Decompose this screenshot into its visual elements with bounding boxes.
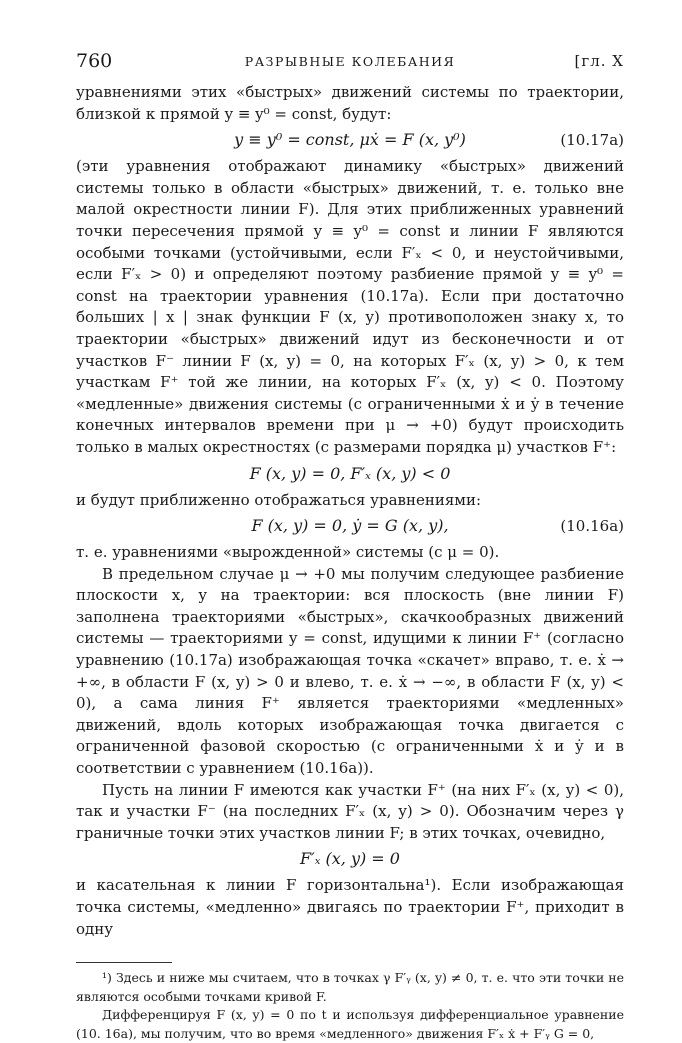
equation-f-plus-condition (76, 463, 624, 485)
paragraph-4: т. е. уравнениями «вырожденной» системы (с μ = 0). (76, 543, 500, 562)
footnote-1-continuation: Дифференцируя F (x, y) = 0 по t и используя дифференциальное уравнение (10. 16а), мы получим, что во время «медленного» движения F′ₓ ẋ + F′ᵧ G = 0, (76, 1007, 624, 1041)
equation-10-17a (76, 129, 624, 151)
paragraph-6: Пусть на линии F имеются как участки F⁺ (на них F′ₓ (x, y) < 0), так и участки F⁻ (на последних F′ₓ (x, y) > 0). Обозначим через γ граничные точки этих участков линии F; в этих точках, очевидно, (76, 780, 624, 842)
paragraph-2: (эти уравнения отображают динамику «быстрых» движений системы только в области «быстрых» движений, т. е. только вне малой окрестности линии F). Для этих приближенных уравнений точки пересечения прямой y ≡ y⁰ = const и линии F являются особыми точками (устойчивыми, если F′ₓ < 0, и неустойчивыми, если F′ₓ > 0) и определяют поэтому разбиение прямой y ≡ y⁰ = const на траектории уравнения (10.17а). Если при достаточно больших | x | знак функции F (x, y) противоположен знаку x, то траектории «быстрых» движений идут из бесконечности и от участков F⁻ линии F (x, y) = 0, на которых F′ₓ (x, y) > 0, к тем участкам F⁺ той же линии, на которых F′ₓ (x, y) < 0. Поэтому «медленные» движения системы (с ограниченными ẋ и ẏ в течение конечных интервалов времени при μ → +0) будут происходить только в малых окрестностях (с размерами порядка μ) участков F⁺: (76, 157, 624, 456)
paragraph-3: и будут приближенно отображаться уравнениями: (76, 490, 482, 509)
footnote-1: ¹) Здесь и ниже мы считаем, что в точках γ F′ᵧ (x, y) ≠ 0, т. е. что эти точки не являются особыми точками кривой F. (76, 970, 624, 1004)
chapter-label: [гл. X (574, 52, 624, 70)
page-header (76, 50, 624, 74)
equation-10-16a-tag: (10.16а) (560, 517, 624, 536)
equation-10-16a (76, 515, 624, 537)
footnote-divider (76, 962, 172, 963)
equation-10-17a-tag: (10.17а) (560, 131, 624, 150)
page-number: 760 (76, 50, 113, 72)
equation-10-16a-body: F (x, y) = 0, ẏ = G (x, y), (251, 516, 449, 536)
paragraph-1: уравнениями этих «быстрых» движений системы по траектории, близкой к прямой y ≡ y⁰ = const, будут: (76, 83, 624, 123)
page-body (76, 82, 624, 1043)
paragraph-5: В предельном случае μ → +0 мы получим следующее разбиение плоскости x, y на траектории: вся плоскость (вне линии F) заполнена траекториями «быстрых», скачкообразных движений системы — траекториями y = const, идущими к линии F⁺ (согласно уравнению (10.17а) изображающая точка «скачет» вправо, т. е. ẋ → +∞, в области F (x, y) > 0 и влево, т. е. ẋ → −∞, в области F (x, y) < 0), а сама линия F⁺ является траекториями «медленных» движений, вдоль которых изображающая точка двигается с ограниченной фазовой скоростью (с ограниченными ẋ и ẏ и в соответствии с уравнением (10.16а)). (76, 564, 624, 778)
equation-boundary-points-body: F′ₓ (x, y) = 0 (300, 849, 400, 869)
equation-f-plus-condition-body: F (x, y) = 0, F′ₓ (x, y) < 0 (249, 463, 451, 483)
paragraph-7: и касательная к линии F горизонтальна¹). Если изображающая точка системы, «медленно» двигаясь по траектории F⁺, приходит в одну (76, 876, 624, 938)
equation-10-17a-body: y ≡ y⁰ = const, μẋ = F (x, y⁰) (234, 130, 466, 150)
equation-boundary-points (76, 848, 624, 870)
running-title: РАЗРЫВНЫЕ КОЛЕБАНИЯ (244, 54, 456, 69)
